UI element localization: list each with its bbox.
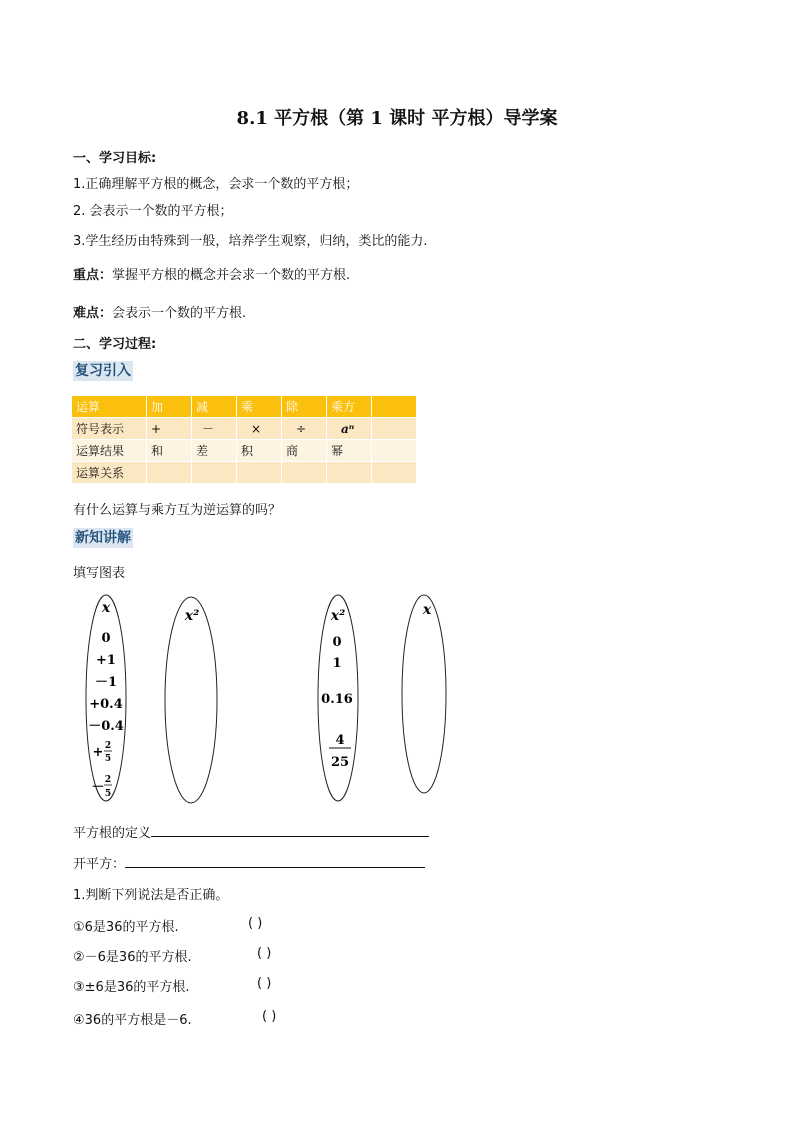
key-point xyxy=(73,264,350,283)
oval1-frac-den: 5 xyxy=(104,754,112,764)
answer-blank-4[interactable]: ( ) xyxy=(262,1009,277,1024)
answer-blank-3[interactable]: ( ) xyxy=(257,976,272,991)
statement-2: ②－6是36的平方根. xyxy=(73,950,192,965)
table-row xyxy=(72,462,417,484)
oval3-value: 0 xyxy=(332,635,342,650)
table-header-cell: 减 xyxy=(192,396,237,418)
oval4-header: x xyxy=(422,602,432,618)
table-cell xyxy=(372,418,417,440)
definition-line xyxy=(73,822,429,841)
oval3-value: 1 xyxy=(332,656,342,671)
table-cell: － xyxy=(192,418,237,440)
table-cell xyxy=(147,462,192,484)
extraction-label: 开平方： xyxy=(73,857,126,872)
section-heading-process: 二、学习过程: xyxy=(73,337,157,352)
difficulty-label: 难点： xyxy=(73,306,113,321)
table-header-cell: 乘方 xyxy=(327,396,372,418)
table-cell: 符号表示 xyxy=(72,418,147,440)
answer-blank-2[interactable]: ( ) xyxy=(257,946,272,961)
table-cell xyxy=(372,462,417,484)
extraction-line xyxy=(73,853,425,872)
difficulty-text: 会表示一个数的平方根. xyxy=(112,306,247,321)
table-cell xyxy=(372,440,417,462)
oval1-value: － xyxy=(91,780,105,795)
exercise-heading: 1.判断下列说法是否正确。 xyxy=(73,888,229,903)
table-row xyxy=(72,418,417,440)
table-cell: aⁿ xyxy=(327,418,372,440)
definition-blank[interactable] xyxy=(151,836,429,837)
table-header-cell: 乘 xyxy=(237,396,282,418)
table-cell: + xyxy=(147,418,192,440)
oval3-header: x² xyxy=(330,608,346,624)
section-heading-goals: 一、学习目标: xyxy=(73,151,157,166)
oval1-frac-den: 5 xyxy=(104,789,112,799)
table-cell xyxy=(192,462,237,484)
oval1-value: + xyxy=(92,745,104,760)
goal-2: 2. 会表示一个数的平方根； xyxy=(73,204,233,219)
extraction-blank[interactable] xyxy=(125,867,425,868)
answer-blank-1[interactable]: ( ) xyxy=(248,916,263,931)
statement-1: ①6是36的平方根. xyxy=(73,920,179,935)
oval1-header: x xyxy=(101,600,111,616)
oval3-frac-den: 25 xyxy=(330,755,350,770)
oval2-header: x² xyxy=(184,608,200,624)
table-cell xyxy=(327,462,372,484)
oval3-value: 0.16 xyxy=(321,692,353,707)
oval1-value: +1 xyxy=(96,653,116,668)
new-knowledge-label: 新知讲解 xyxy=(75,530,131,546)
definition-label: 平方根的定义 xyxy=(73,826,152,841)
table-header-cell: 除 xyxy=(282,396,327,418)
table-cell: 积 xyxy=(237,440,282,462)
fill-chart-label: 填写图表 xyxy=(73,566,126,581)
table-header-row xyxy=(72,396,417,418)
mapping-ovals xyxy=(0,590,794,815)
table-cell: 幂 xyxy=(327,440,372,462)
oval3-frac-num: 4 xyxy=(335,733,345,748)
oval1-value: －0.4 xyxy=(88,719,124,734)
table-cell: 运算关系 xyxy=(72,462,147,484)
table-cell: 商 xyxy=(282,440,327,462)
table-header-cell: 运算 xyxy=(72,396,147,418)
table-header-cell: 加 xyxy=(147,396,192,418)
oval-x-2 xyxy=(402,595,446,793)
table-cell: 运算结果 xyxy=(72,440,147,462)
key-point-label: 重点： xyxy=(73,268,113,283)
table-cell: ÷ xyxy=(282,418,327,440)
inverse-question: 有什么运算与乘方互为逆运算的吗？ xyxy=(73,503,282,518)
table-row xyxy=(72,440,417,462)
oval1-value: 0 xyxy=(101,631,111,646)
statement-3: ③±6是36的平方根. xyxy=(73,980,190,995)
statement-4: ④36的平方根是－6. xyxy=(73,1013,192,1028)
table-cell: 差 xyxy=(192,440,237,462)
difficulty-point xyxy=(73,302,246,321)
table-header-cell xyxy=(372,396,417,418)
oval1-value: －1 xyxy=(94,675,118,690)
table-cell: × xyxy=(237,418,282,440)
goal-3: 3.学生经历由特殊到一般，培养学生观察，归纳，类比的能力. xyxy=(73,234,428,249)
page-title: 8.1 平方根（第 1 课时 平方根）导学案 xyxy=(236,108,558,129)
table-cell: 和 xyxy=(147,440,192,462)
oval-x-squared-1 xyxy=(165,597,217,803)
oval1-frac-num: 2 xyxy=(104,775,112,785)
oval1-frac-num: 2 xyxy=(104,741,112,751)
review-intro-label: 复习引入 xyxy=(75,363,131,379)
key-point-text: 掌握平方根的概念并会求一个数的平方根. xyxy=(112,268,351,283)
table-cell xyxy=(282,462,327,484)
oval1-value: +0.4 xyxy=(89,697,123,712)
goal-1: 1.正确理解平方根的概念，会求一个数的平方根； xyxy=(73,177,359,192)
operations-table xyxy=(72,396,417,484)
table-cell xyxy=(237,462,282,484)
